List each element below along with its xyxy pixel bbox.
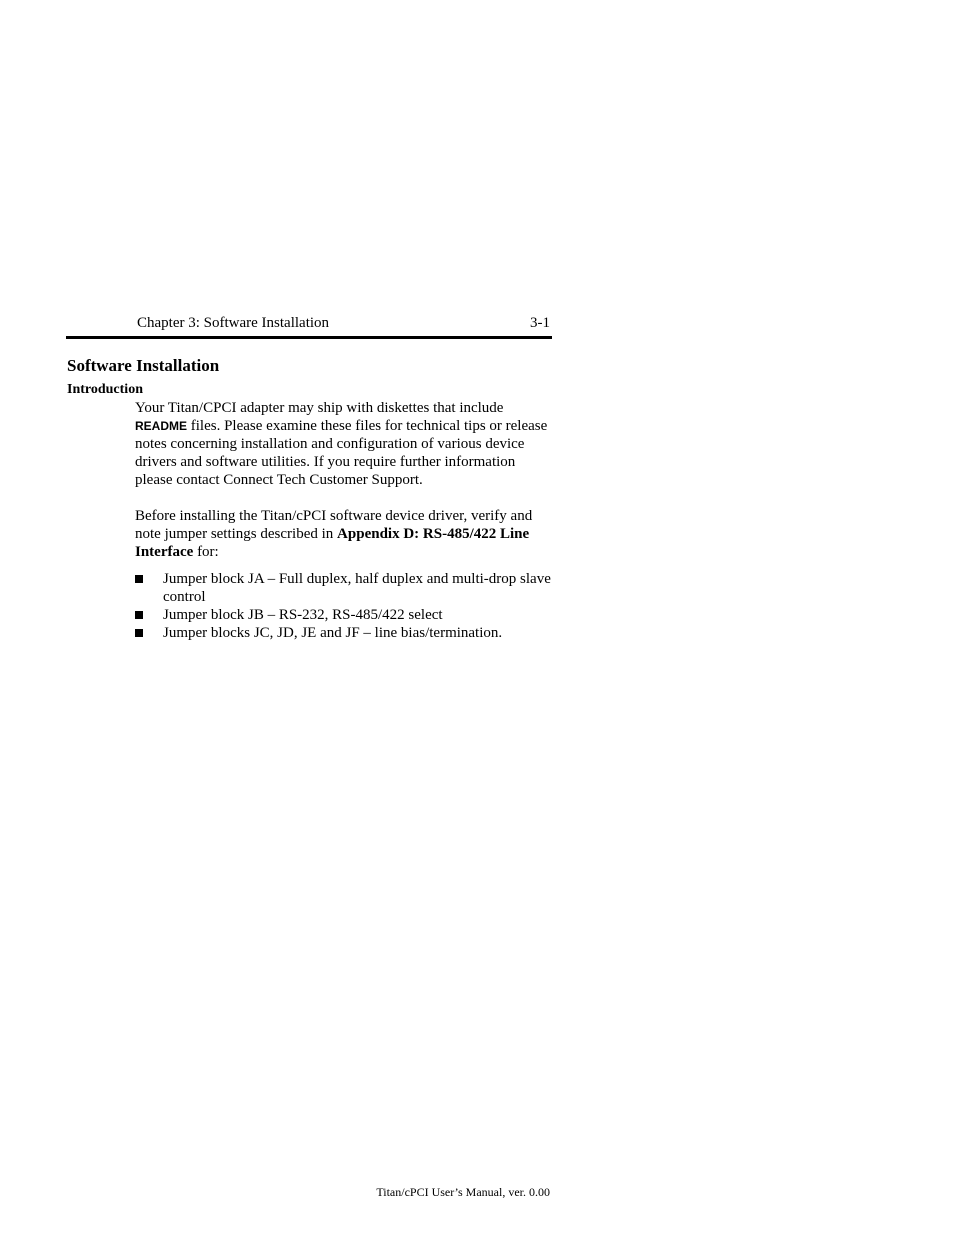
jumper-list	[135, 570, 555, 642]
header-chapter-title: Chapter 3: Software Installation	[137, 315, 330, 331]
list-item-text: Jumper block JA – Full duplex, half duplex and multi-drop slave control	[163, 571, 551, 605]
header-page-number: 3-1	[530, 315, 550, 331]
intro-text-before: Your Titan/CPCI adapter may ship with diskettes that include	[135, 400, 504, 416]
page-footer: Titan/cPCI User’s Manual, ver. 0.00	[376, 1185, 550, 1199]
subsection-title: Introduction	[67, 382, 143, 397]
list-item	[135, 570, 555, 606]
list-item-text: Jumper block JB – RS-232, RS-485/422 select	[163, 607, 443, 623]
intro-text-after: files. Please examine these files for technical tips or release notes concerning installation and configuration of various device drivers and software utilities. If you require further information please contact Connect Tech Customer Support.	[135, 418, 548, 488]
list-item	[135, 606, 555, 624]
square-bullet-icon	[135, 611, 143, 619]
page-header	[66, 314, 552, 339]
square-bullet-icon	[135, 575, 143, 583]
list-item-text: Jumper blocks JC, JD, JE and JF – line bias/termination.	[163, 625, 503, 641]
readme-filename: README	[135, 419, 188, 433]
intro-paragraph	[135, 399, 555, 489]
jumper-text-after: for:	[193, 544, 219, 560]
jumper-text-before: Before installing the Titan/cPCI software device driver, verify and note jumper settings described in	[135, 508, 533, 542]
list-item	[135, 624, 555, 642]
section-title: Software Installation	[67, 356, 220, 375]
appendix-reference: Appendix D: RS-485/422 Line Interface	[135, 526, 530, 560]
square-bullet-icon	[135, 629, 143, 637]
jumper-paragraph	[135, 507, 555, 561]
